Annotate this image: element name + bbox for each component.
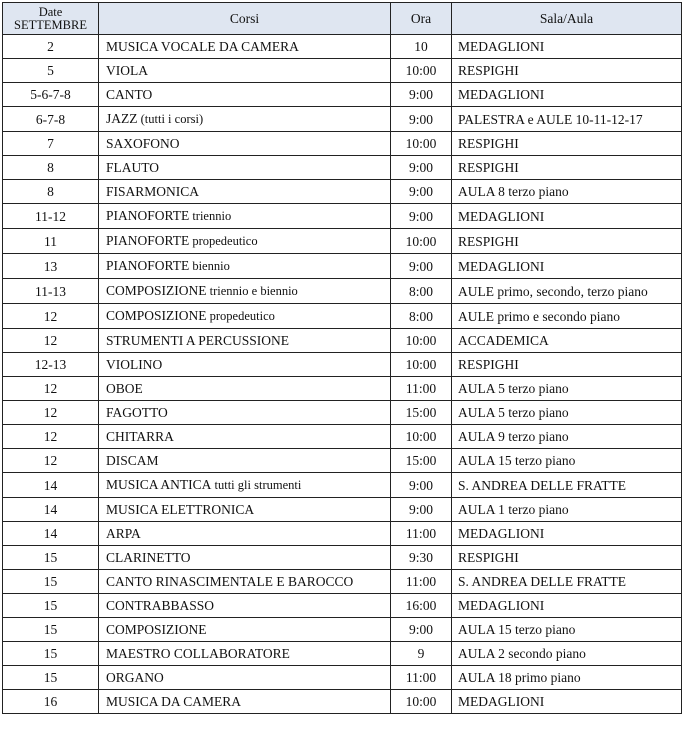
cell-ora: 11:00 <box>391 666 452 690</box>
cell-date: 12 <box>3 377 99 401</box>
cell-corso <box>99 180 391 204</box>
cell-corso <box>99 690 391 714</box>
cell-date: 12 <box>3 401 99 425</box>
cell-sala: MEDAGLIONI <box>452 35 682 59</box>
table-row <box>3 618 682 642</box>
cell-sala: RESPIGHI <box>452 546 682 570</box>
corso-name: VIOLA <box>106 63 148 78</box>
cell-sala: MEDAGLIONI <box>452 83 682 107</box>
cell-date: 12 <box>3 329 99 353</box>
table-row <box>3 353 682 377</box>
cell-date: 5 <box>3 59 99 83</box>
cell-ora: 10:00 <box>391 353 452 377</box>
corso-name: CONTRABBASSO <box>106 598 215 613</box>
cell-date: 14 <box>3 498 99 522</box>
cell-corso <box>99 229 391 254</box>
cell-corso <box>99 156 391 180</box>
cell-corso <box>99 618 391 642</box>
corso-name: FLAUTO <box>106 160 160 175</box>
cell-date: 11-13 <box>3 279 99 304</box>
corso-detail: propedeutico <box>189 234 258 248</box>
cell-sala: PALESTRA e AULE 10-11-12-17 <box>452 107 682 132</box>
cell-ora: 16:00 <box>391 594 452 618</box>
cell-sala: AULA 5 terzo piano <box>452 401 682 425</box>
cell-sala: RESPIGHI <box>452 59 682 83</box>
corso-name: CHITARRA <box>106 429 174 444</box>
header-row <box>3 3 682 35</box>
cell-corso <box>99 546 391 570</box>
table-row <box>3 498 682 522</box>
header-ora: Ora <box>391 3 452 35</box>
table-row <box>3 107 682 132</box>
cell-ora: 10:00 <box>391 329 452 353</box>
cell-sala: S. ANDREA DELLE FRATTE <box>452 570 682 594</box>
cell-ora: 9:00 <box>391 107 452 132</box>
table-row <box>3 229 682 254</box>
cell-sala: S. ANDREA DELLE FRATTE <box>452 473 682 498</box>
cell-sala: MEDAGLIONI <box>452 594 682 618</box>
cell-sala: AULA 8 terzo piano <box>452 180 682 204</box>
corso-name: CANTO <box>106 87 153 102</box>
cell-corso <box>99 329 391 353</box>
corso-name: ARPA <box>106 526 141 541</box>
cell-date: 12 <box>3 304 99 329</box>
corso-name: VIOLINO <box>106 357 163 372</box>
cell-corso <box>99 107 391 132</box>
header-date-line1: Date <box>38 4 63 19</box>
cell-ora: 10 <box>391 35 452 59</box>
table-row <box>3 522 682 546</box>
table-row <box>3 35 682 59</box>
cell-date: 13 <box>3 254 99 279</box>
cell-ora: 9:00 <box>391 254 452 279</box>
cell-sala: ACCADEMICA <box>452 329 682 353</box>
header-sala: Sala/Aula <box>452 3 682 35</box>
cell-ora: 15:00 <box>391 449 452 473</box>
cell-date: 7 <box>3 132 99 156</box>
cell-ora: 11:00 <box>391 522 452 546</box>
cell-date: 11-12 <box>3 204 99 229</box>
cell-ora: 9:00 <box>391 498 452 522</box>
cell-sala: RESPIGHI <box>452 156 682 180</box>
cell-ora: 8:00 <box>391 279 452 304</box>
table-row <box>3 666 682 690</box>
cell-sala: RESPIGHI <box>452 353 682 377</box>
cell-sala: AULE primo e secondo piano <box>452 304 682 329</box>
header-date <box>3 3 99 35</box>
table-row <box>3 304 682 329</box>
corso-detail: tutti gli strumenti <box>211 478 302 492</box>
corso-name: PIANOFORTE <box>106 258 190 273</box>
cell-corso <box>99 132 391 156</box>
cell-date: 15 <box>3 546 99 570</box>
cell-sala: MEDAGLIONI <box>452 522 682 546</box>
cell-corso <box>99 304 391 329</box>
cell-date: 11 <box>3 229 99 254</box>
corso-name: COMPOSIZIONE <box>106 622 207 637</box>
corso-name: MUSICA VOCALE DA CAMERA <box>106 39 299 54</box>
corso-name: JAZZ <box>106 111 138 126</box>
corso-detail: triennio e biennio <box>206 284 298 298</box>
cell-corso <box>99 377 391 401</box>
table-row <box>3 425 682 449</box>
cell-sala: RESPIGHI <box>452 229 682 254</box>
cell-date: 8 <box>3 180 99 204</box>
table-row <box>3 180 682 204</box>
schedule-table <box>2 2 682 714</box>
cell-ora: 9:00 <box>391 156 452 180</box>
cell-corso <box>99 594 391 618</box>
cell-ora: 9:00 <box>391 618 452 642</box>
cell-ora: 10:00 <box>391 59 452 83</box>
table-row <box>3 156 682 180</box>
cell-date: 2 <box>3 35 99 59</box>
cell-date: 12 <box>3 449 99 473</box>
cell-corso <box>99 522 391 546</box>
cell-sala: RESPIGHI <box>452 132 682 156</box>
cell-corso <box>99 59 391 83</box>
corso-name: COMPOSIZIONE <box>106 308 207 323</box>
cell-date: 16 <box>3 690 99 714</box>
cell-corso <box>99 666 391 690</box>
cell-ora: 10:00 <box>391 229 452 254</box>
cell-corso <box>99 254 391 279</box>
schedule-body <box>3 35 682 714</box>
table-row <box>3 594 682 618</box>
cell-ora: 9:00 <box>391 473 452 498</box>
cell-corso <box>99 498 391 522</box>
cell-date: 14 <box>3 522 99 546</box>
cell-ora: 9:00 <box>391 83 452 107</box>
cell-date: 15 <box>3 594 99 618</box>
cell-corso <box>99 449 391 473</box>
corso-detail: biennio <box>189 259 230 273</box>
cell-sala: AULA 5 terzo piano <box>452 377 682 401</box>
cell-sala: AULA 9 terzo piano <box>452 425 682 449</box>
cell-sala: AULA 15 terzo piano <box>452 449 682 473</box>
header-date-line2: SETTEMBRE <box>14 17 87 32</box>
corso-name: ORGANO <box>106 670 164 685</box>
cell-corso <box>99 279 391 304</box>
table-row <box>3 204 682 229</box>
cell-ora: 15:00 <box>391 401 452 425</box>
table-row <box>3 570 682 594</box>
corso-name: MAESTRO COLLABORATORE <box>106 646 290 661</box>
cell-date: 15 <box>3 618 99 642</box>
cell-corso <box>99 401 391 425</box>
cell-date: 15 <box>3 570 99 594</box>
corso-name: STRUMENTI A PERCUSSIONE <box>106 333 290 348</box>
table-row <box>3 377 682 401</box>
cell-corso <box>99 570 391 594</box>
corso-detail: triennio <box>189 209 232 223</box>
table-row <box>3 279 682 304</box>
cell-corso <box>99 35 391 59</box>
header-corsi: Corsi <box>99 3 391 35</box>
table-row <box>3 83 682 107</box>
corso-name: OBOE <box>106 381 143 396</box>
table-row <box>3 254 682 279</box>
cell-date: 6-7-8 <box>3 107 99 132</box>
corso-name: FAGOTTO <box>106 405 168 420</box>
cell-ora: 10:00 <box>391 132 452 156</box>
corso-detail: propedeutico <box>206 309 275 323</box>
cell-sala: MEDAGLIONI <box>452 204 682 229</box>
table-row <box>3 329 682 353</box>
cell-corso <box>99 473 391 498</box>
cell-corso <box>99 83 391 107</box>
table-row <box>3 401 682 425</box>
table-row <box>3 690 682 714</box>
corso-name: SAXOFONO <box>106 136 180 151</box>
corso-name: CLARINETTO <box>106 550 191 565</box>
corso-name: DISCAM <box>106 453 159 468</box>
cell-ora: 9 <box>391 642 452 666</box>
cell-sala: MEDAGLIONI <box>452 254 682 279</box>
cell-ora: 10:00 <box>391 425 452 449</box>
cell-sala: MEDAGLIONI <box>452 690 682 714</box>
table-row <box>3 449 682 473</box>
cell-corso <box>99 204 391 229</box>
cell-sala: AULA 15 terzo piano <box>452 618 682 642</box>
cell-sala: AULA 1 terzo piano <box>452 498 682 522</box>
cell-date: 5-6-7-8 <box>3 83 99 107</box>
table-row <box>3 473 682 498</box>
table-row <box>3 546 682 570</box>
cell-ora: 8:00 <box>391 304 452 329</box>
corso-name: COMPOSIZIONE <box>106 283 207 298</box>
cell-ora: 10:00 <box>391 690 452 714</box>
corso-name: MUSICA ANTICA <box>106 477 212 492</box>
cell-sala: AULA 18 primo piano <box>452 666 682 690</box>
cell-corso <box>99 353 391 377</box>
cell-date: 12 <box>3 425 99 449</box>
cell-corso <box>99 425 391 449</box>
table-row <box>3 59 682 83</box>
corso-name: MUSICA DA CAMERA <box>106 694 242 709</box>
table-row <box>3 642 682 666</box>
corso-name: PIANOFORTE <box>106 233 190 248</box>
cell-ora: 11:00 <box>391 570 452 594</box>
corso-name: CANTO RINASCIMENTALE E BAROCCO <box>106 574 354 589</box>
corso-name: FISARMONICA <box>106 184 200 199</box>
cell-ora: 11:00 <box>391 377 452 401</box>
corso-detail: (tutti i corsi) <box>137 112 204 126</box>
corso-name: MUSICA ELETTRONICA <box>106 502 255 517</box>
cell-date: 15 <box>3 666 99 690</box>
cell-date: 15 <box>3 642 99 666</box>
cell-sala: AULA 2 secondo piano <box>452 642 682 666</box>
cell-date: 12-13 <box>3 353 99 377</box>
cell-date: 14 <box>3 473 99 498</box>
cell-ora: 9:00 <box>391 180 452 204</box>
cell-ora: 9:00 <box>391 204 452 229</box>
table-row <box>3 132 682 156</box>
cell-sala: AULE primo, secondo, terzo piano <box>452 279 682 304</box>
cell-corso <box>99 642 391 666</box>
cell-date: 8 <box>3 156 99 180</box>
corso-name: PIANOFORTE <box>106 208 190 223</box>
cell-ora: 9:30 <box>391 546 452 570</box>
